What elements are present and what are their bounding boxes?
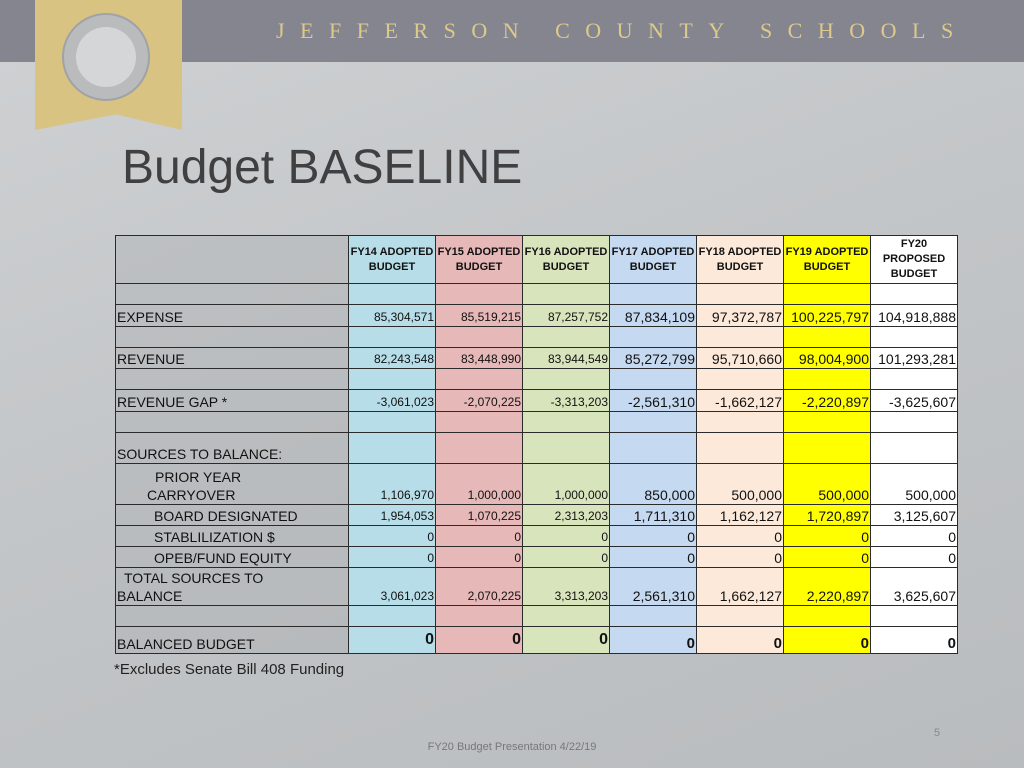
footnote: *Excludes Senate Bill 408 Funding — [114, 661, 345, 678]
value-cell: 0 — [610, 547, 697, 568]
row-board — [116, 505, 958, 526]
row-sources — [116, 433, 958, 464]
empty-cell — [697, 284, 784, 305]
value-cell: 1,954,053 — [349, 505, 436, 526]
row-label: REVENUE — [116, 348, 349, 369]
value-cell: 0 — [523, 526, 610, 547]
value-cell: 101,293,281 — [871, 348, 958, 369]
footer-text: FY20 Budget Presentation 4/22/19 — [427, 741, 597, 753]
empty-cell — [523, 284, 610, 305]
empty-cell — [436, 606, 523, 627]
empty-cell — [871, 284, 958, 305]
column-header: FY15 ADOPTED BUDGET — [436, 236, 523, 284]
value-cell: 0 — [784, 627, 871, 654]
budget-table — [115, 235, 958, 654]
value-cell: 100,225,797 — [784, 305, 871, 327]
empty-cell — [784, 606, 871, 627]
value-cell: 0 — [523, 547, 610, 568]
empty-cell — [116, 327, 349, 348]
row-label-line1: PRIOR YEAR — [155, 469, 242, 485]
value-cell: 0 — [436, 526, 523, 547]
empty-cell — [116, 412, 349, 433]
empty-cell — [871, 606, 958, 627]
empty-cell — [610, 369, 697, 390]
value-cell: 3,061,023 — [349, 568, 436, 606]
row-label: OPEB/FUND EQUITY — [116, 547, 349, 568]
value-cell: 3,313,203 — [523, 568, 610, 606]
value-cell: 1,000,000 — [436, 464, 523, 505]
value-cell: 87,257,752 — [523, 305, 610, 327]
value-cell: 500,000 — [784, 464, 871, 505]
column-header: FY20 PROPOSED BUDGET — [871, 236, 958, 284]
value-cell: 83,944,549 — [523, 348, 610, 369]
value-cell: 850,000 — [610, 464, 697, 505]
value-cell: 82,243,548 — [349, 348, 436, 369]
row-balanced — [116, 627, 958, 654]
value-cell: 85,304,571 — [349, 305, 436, 327]
value-cell: 0 — [697, 526, 784, 547]
value-cell: 0 — [349, 547, 436, 568]
value-cell: 3,625,607 — [871, 568, 958, 606]
value-cell: 85,519,215 — [436, 305, 523, 327]
column-header: FY17 ADOPTED BUDGET — [610, 236, 697, 284]
value-cell: 0 — [784, 526, 871, 547]
value-cell: -1,662,127 — [697, 390, 784, 412]
row-stab — [116, 526, 958, 547]
value-cell — [697, 433, 784, 464]
empty-cell — [871, 369, 958, 390]
value-cell: -2,070,225 — [436, 390, 523, 412]
empty-cell — [871, 412, 958, 433]
value-cell: 1,162,127 — [697, 505, 784, 526]
value-cell: -2,561,310 — [610, 390, 697, 412]
row-label-line1: TOTAL SOURCES TO — [124, 570, 264, 586]
row-carryover — [116, 464, 958, 505]
value-cell: 1,711,310 — [610, 505, 697, 526]
value-cell: 2,561,310 — [610, 568, 697, 606]
value-cell: 500,000 — [871, 464, 958, 505]
empty-cell — [436, 284, 523, 305]
value-cell: -2,220,897 — [784, 390, 871, 412]
value-cell: 0 — [784, 547, 871, 568]
empty-cell — [116, 606, 349, 627]
row-gap — [116, 390, 958, 412]
empty-cell — [349, 284, 436, 305]
empty-cell — [697, 369, 784, 390]
value-cell: 0 — [610, 526, 697, 547]
value-cell: 0 — [871, 627, 958, 654]
value-cell: -3,313,203 — [523, 390, 610, 412]
value-cell: 0 — [436, 627, 523, 654]
row-label — [116, 464, 349, 505]
value-cell: 104,918,888 — [871, 305, 958, 327]
value-cell: 85,272,799 — [610, 348, 697, 369]
value-cell: 1,106,970 — [349, 464, 436, 505]
value-cell: 0 — [697, 627, 784, 654]
value-cell: 1,000,000 — [523, 464, 610, 505]
value-cell: -3,625,607 — [871, 390, 958, 412]
empty-cell — [610, 412, 697, 433]
empty-cell — [784, 327, 871, 348]
row-revenue — [116, 348, 958, 369]
header-row — [116, 236, 958, 284]
row-expense — [116, 305, 958, 327]
empty-cell — [523, 412, 610, 433]
value-cell: 87,834,109 — [610, 305, 697, 327]
empty-cell — [784, 412, 871, 433]
value-cell: 0 — [610, 627, 697, 654]
school-seal-logo — [62, 13, 150, 101]
empty-cell — [523, 327, 610, 348]
blank-row — [116, 327, 958, 348]
row-label-line2: BALANCE — [117, 588, 183, 604]
row-label: REVENUE GAP * — [116, 390, 349, 412]
value-cell: 0 — [871, 526, 958, 547]
empty-cell — [436, 412, 523, 433]
column-header: FY18 ADOPTED BUDGET — [697, 236, 784, 284]
value-cell: 2,220,897 — [784, 568, 871, 606]
value-cell — [871, 433, 958, 464]
row-label: EXPENSE — [116, 305, 349, 327]
value-cell: 2,070,225 — [436, 568, 523, 606]
empty-cell — [697, 412, 784, 433]
header-label-cell — [116, 236, 349, 284]
page-title: Budget BASELINE — [122, 141, 523, 194]
value-cell: 0 — [697, 547, 784, 568]
value-cell: 0 — [349, 627, 436, 654]
value-cell: 2,313,203 — [523, 505, 610, 526]
value-cell — [436, 433, 523, 464]
empty-cell — [116, 284, 349, 305]
value-cell: 97,372,787 — [697, 305, 784, 327]
value-cell — [784, 433, 871, 464]
value-cell: 95,710,660 — [697, 348, 784, 369]
empty-cell — [523, 606, 610, 627]
empty-cell — [349, 327, 436, 348]
row-opeb — [116, 547, 958, 568]
value-cell — [349, 433, 436, 464]
value-cell: 0 — [871, 547, 958, 568]
empty-cell — [610, 284, 697, 305]
empty-cell — [349, 606, 436, 627]
empty-cell — [436, 369, 523, 390]
blank-row — [116, 284, 958, 305]
value-cell: 1,070,225 — [436, 505, 523, 526]
empty-cell — [610, 327, 697, 348]
value-cell: 1,662,127 — [697, 568, 784, 606]
row-label: BALANCED BUDGET — [116, 627, 349, 654]
value-cell: 83,448,990 — [436, 348, 523, 369]
blank-row — [116, 412, 958, 433]
value-cell: 0 — [523, 627, 610, 654]
empty-cell — [697, 606, 784, 627]
row-label: STABLILIZATION $ — [116, 526, 349, 547]
value-cell: 0 — [349, 526, 436, 547]
empty-cell — [697, 327, 784, 348]
value-cell: -3,061,023 — [349, 390, 436, 412]
row-label: SOURCES TO BALANCE: — [116, 433, 349, 464]
empty-cell — [610, 606, 697, 627]
org-name: JEFFERSON COUNTY SCHOOLS — [276, 18, 969, 43]
empty-cell — [784, 369, 871, 390]
empty-cell — [871, 327, 958, 348]
row-label: BOARD DESIGNATED — [116, 505, 349, 526]
value-cell: 1,720,897 — [784, 505, 871, 526]
blank-row — [116, 369, 958, 390]
empty-cell — [349, 369, 436, 390]
value-cell: 3,125,607 — [871, 505, 958, 526]
value-cell: 500,000 — [697, 464, 784, 505]
row-total — [116, 568, 958, 606]
blank-row — [116, 606, 958, 627]
value-cell — [610, 433, 697, 464]
value-cell: 0 — [436, 547, 523, 568]
column-header: FY16 ADOPTED BUDGET — [523, 236, 610, 284]
value-cell — [523, 433, 610, 464]
empty-cell — [116, 369, 349, 390]
column-header: FY19 ADOPTED BUDGET — [784, 236, 871, 284]
empty-cell — [349, 412, 436, 433]
page-number: 5 — [934, 727, 941, 739]
value-cell: 98,004,900 — [784, 348, 871, 369]
column-header: FY14 ADOPTED BUDGET — [349, 236, 436, 284]
empty-cell — [523, 369, 610, 390]
empty-cell — [784, 284, 871, 305]
row-label-line2: CARRYOVER — [147, 487, 236, 503]
row-label — [116, 568, 349, 606]
empty-cell — [436, 327, 523, 348]
